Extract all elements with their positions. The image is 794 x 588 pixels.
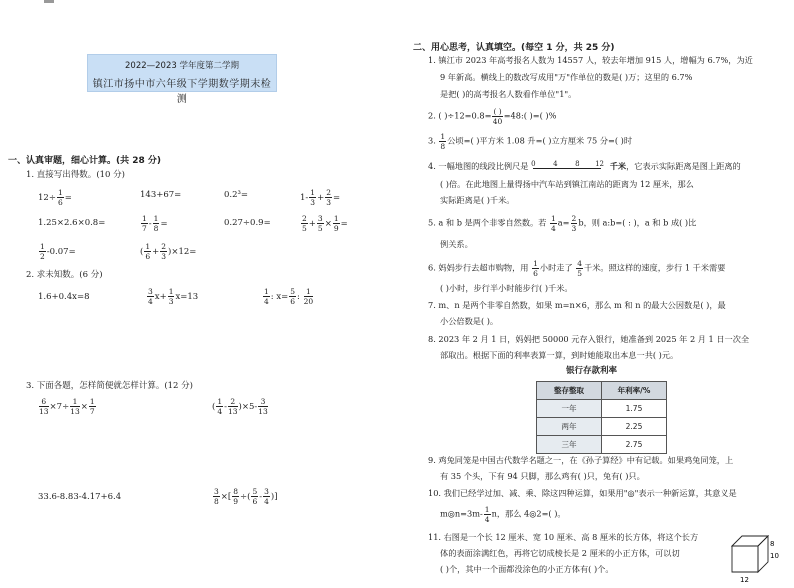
scan-mark (44, 0, 54, 3)
cuboid-height-label: 8 (770, 540, 775, 548)
calc-1-2: 143+67= (140, 190, 182, 200)
table-cell: 2.25 (602, 418, 667, 436)
fill-q3: 3. $\frac{1}{8}$ 公顷=( )平方米 1.08 升=( )立方厘米 75 分=( )时 (428, 132, 633, 151)
equation-2: $\frac{3}{4}$ x+ $\frac{1}{3}$ x=13 (148, 287, 199, 306)
table-row (537, 400, 667, 418)
fill-q8-line1: 8. 2023 年 2 月 1 日，妈妈把 50000 元存入银行，她准备到 2025 年 2 月 1 日一次全 (428, 334, 750, 344)
exam-title-box (87, 54, 277, 105)
simplify-2: ( $\frac{1}{4}$ - $\frac{2}{13}$ )×5- $\frac{3}{13}$ (212, 397, 268, 416)
fill-q6-line2: ( )小时，步行半小时能步行( )千米。 (440, 283, 573, 293)
fill-q1-line3: 是把( )的高考报名人数看作单位"1"。 (440, 89, 577, 99)
fill-q10-line1: 10. 我们已经学过加、减、乘、除这四种运算，如果用"◎"表示一种新运算，其意义是 (428, 488, 737, 498)
fill-q4-line3: 实际距离是( )千米。 (440, 195, 515, 205)
simplify-3: 33.6-8.83-4.17+6.4 (38, 492, 122, 502)
cuboid-figure (730, 532, 790, 588)
table-header: 年利率/% (602, 382, 667, 400)
fill-q11-line3: ( )个，其中一个面都没涂色的小正方体有( )个。 (440, 564, 614, 574)
fill-q1-line2: 9 年新高。横线上的数改写成用"万"作单位的数是( )万；这里的 6.7% (440, 72, 693, 82)
fill-q2: 2. ( )÷12=0.8= $\frac{( )}{40}$ =48:( )=( )% (428, 107, 557, 126)
cuboid-length-label: 12 (740, 576, 749, 584)
fill-q7-line1: 7. m、n 是两个非零自然数，如果 m=n×6，那么 m 和 n 的最大公因数是( )，最 (428, 300, 726, 310)
calc-2-4: $\frac{2}{5}$ + $\frac{3}{5}$ × $\frac{1}{9}$ = (302, 214, 348, 233)
table-header-row (537, 382, 667, 400)
fill-q10-line2: m◎n=3m- $\frac{1}{4}$ n，那么 4◎2=( )。 (440, 505, 566, 524)
scale-bar: 0 4 8 12 (531, 160, 605, 168)
simplify-1: $\frac{6}{13}$ ×7÷ $\frac{1}{13}$ × $\frac{1}{7}$ (39, 397, 95, 416)
calc-1-4: 1- $\frac{1}{3}$ + $\frac{2}{3}$ = (300, 188, 341, 207)
table-cell: 两年 (537, 418, 602, 436)
fill-q8-line2: 部取出。根据下面的利率表算一算，到时她能取出本息一共( )元。 (440, 350, 679, 360)
simplify-4: $\frac{3}{8}$ ×[ $\frac{8}{9}$ ÷( $\frac{5}{6}$ - $\frac{3}{4}$ )] (214, 487, 278, 506)
calc-3-1: $\frac{1}{2}$ -0.07= (40, 242, 76, 261)
fill-q7-line2: 小公倍数是( )。 (440, 316, 499, 326)
calc-3-2: ( $\frac{1}{6}$ + $\frac{2}{3}$ )×12= (140, 242, 197, 261)
fill-q1-line1: 1. 镇江市 2023 年高考报名人数为 14557 人，较去年增加 915 人，增幅为 6.7%，为近 (428, 55, 753, 65)
calc-2-3: 0.27÷0.9= (224, 218, 271, 228)
table-cell: 1.75 (602, 400, 667, 418)
calc-2-1: 1.25×2.6×0.8= (38, 218, 106, 228)
table-header: 整存整取 (537, 382, 602, 400)
fill-q9-line1: 9. 鸡兔同笼是中国古代数学名题之一，在《孙子算经》中有记载。如果鸡兔同笼，上 (428, 455, 734, 465)
fill-q4-line1: 4. 一幅地图的线段比例尺是 0 4 8 12 千米，它表示实际距离是图上距离的 (428, 160, 741, 171)
equation-3: $\frac{1}{4}$ : x= $\frac{5}{6}$ : $\frac{1}{20}$ (264, 287, 314, 306)
section-2-heading: 二、用心思考，认真填空。(每空 1 分，共 25 分) (413, 43, 615, 53)
fill-q5-line1: 5. a 和 b 是两个非零自然数。若 $\frac{1}{4}$ a= $\frac{2}{3}$ b，则 a:b=( : )，a 和 b 成( )比 (428, 214, 697, 233)
table-row (537, 418, 667, 436)
fill-q9-line2: 有 35 个头，下有 94 只脚，那么鸡有( )只，兔有( )只。 (440, 471, 645, 481)
table-cell: 一年 (537, 400, 602, 418)
table-cell: 三年 (537, 436, 602, 454)
q2-heading: 2. 求未知数。(6 分) (26, 270, 103, 280)
rate-table-title: 银行存款利率 (566, 366, 618, 376)
calc-1-3: 0.2³= (224, 190, 249, 200)
equation-1: 1.6+0.4x=8 (38, 292, 90, 302)
q3-heading: 3. 下面各题，怎样简便就怎样计算。(12 分) (26, 381, 193, 391)
fill-q11-line1: 11. 右图是一个长 12 厘米、宽 10 厘米、高 8 厘米的长方体，将这个长方 (428, 532, 699, 542)
term-label: 2022—2023 学年度第二学期 (125, 61, 239, 71)
section-1-heading: 一、认真审题，细心计算。(共 28 分) (8, 156, 162, 166)
fill-q4-line2: ( )倍。在此地图上量得扬中汽车站到镇江南站的距离为 12 厘米，那么 (440, 179, 694, 189)
fill-q6-line1: 6. 妈妈步行去超市购物，用 $\frac{1}{6}$ 小时走了 $\frac{4}{5}$ 千米。照这样的速度，步行 1 千米需要 (428, 259, 726, 278)
interest-rate-table (536, 381, 667, 454)
q1-heading: 1. 直接写出得数。(10 分) (26, 170, 125, 180)
table-row (537, 436, 667, 454)
calc-2-2: $\frac{1}{7}$ - $\frac{1}{8}$ = (142, 214, 168, 233)
calc-1-1: 12÷ $\frac{1}{6}$ = (38, 188, 72, 207)
fill-q11-line2: 体的表面涂满红色，再将它切成棱长是 2 厘米的小正方体，可以切 (440, 548, 680, 558)
fill-q5-line2: 例关系。 (440, 239, 473, 249)
table-cell: 2.75 (602, 436, 667, 454)
cuboid-width-label: 10 (770, 552, 779, 560)
exam-title: 镇江市扬中市六年级下学期数学期末检测 (92, 79, 272, 105)
